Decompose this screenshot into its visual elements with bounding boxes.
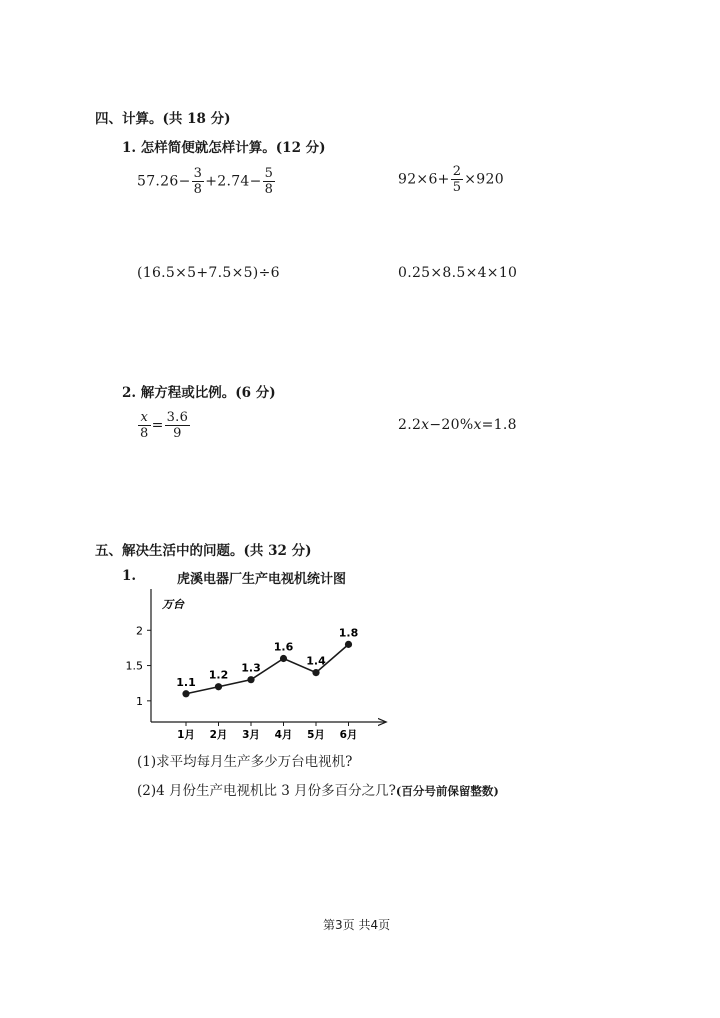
data-label: 1.1	[176, 675, 196, 689]
expr-part: 2.2	[398, 417, 422, 433]
data-point	[345, 641, 352, 648]
expression-2	[398, 164, 504, 195]
data-point	[215, 683, 222, 690]
expression-3: (16.5×5+7.5×5)÷6	[137, 265, 280, 281]
y-axis-unit-label: 万台	[162, 598, 184, 611]
page-footer: 第3页 共4页	[323, 918, 391, 932]
question-1-number: 1.	[122, 568, 137, 584]
numerator: 3.6	[166, 410, 189, 425]
data-label: 1.6	[273, 640, 294, 654]
expression-1	[137, 166, 276, 197]
denominator: 9	[173, 426, 182, 441]
denominator: 8	[193, 182, 203, 197]
data-label: 1.2	[208, 668, 229, 682]
question-2-title: 2. 解方程或比例。(6 分)	[122, 385, 276, 401]
question-1-title: 1. 怎样简便就怎样计算。(12 分)	[122, 140, 326, 156]
x-tick-label: 4月	[274, 729, 293, 741]
data-label: 1.3	[241, 661, 261, 675]
x-tick-label: 2月	[209, 729, 228, 741]
section-4-title: 四、计算。(共 18 分)	[95, 111, 231, 127]
fraction	[192, 166, 205, 197]
fraction	[138, 410, 151, 441]
fraction	[451, 164, 464, 195]
expr-part: −20%	[429, 417, 474, 433]
section-5-title: 五、解决生活中的问题。(共 32 分)	[95, 543, 312, 559]
equation-2	[398, 417, 517, 433]
denominator: 5	[452, 180, 462, 195]
numerator: x	[138, 410, 151, 426]
data-point	[280, 655, 287, 662]
y-tick-label: 2	[136, 624, 143, 638]
denominator: 8	[140, 426, 149, 441]
chart-title: 虎溪电器厂生产电视机统计图	[177, 572, 347, 587]
data-label: 1.4	[306, 654, 326, 668]
subquestion-2	[137, 779, 499, 799]
expr-part: +2.74−	[205, 173, 262, 190]
expr-part: =1.8	[481, 417, 517, 433]
data-label: 1.8	[338, 626, 359, 640]
y-tick-label: 1.5	[125, 659, 143, 673]
variable: x	[473, 417, 482, 433]
x-tick-label: 5月	[307, 729, 325, 741]
axis-ticks	[126, 624, 358, 741]
variable: x	[421, 417, 430, 433]
subquestion-1: (1)求平均每月生产多少万台电视机?	[137, 754, 353, 770]
line-chart	[110, 585, 400, 745]
x-tick-label: 6月	[339, 729, 358, 741]
expr-part: 57.26−	[137, 173, 191, 190]
x-tick-label: 1月	[177, 729, 195, 741]
numerator: 2	[452, 164, 462, 179]
data-points	[176, 626, 358, 697]
numerator: 5	[264, 166, 274, 181]
equation-1	[137, 410, 191, 441]
data-point	[182, 690, 189, 697]
y-tick-label: 1	[136, 694, 143, 708]
fraction	[165, 410, 191, 441]
numerator: 3	[193, 166, 203, 181]
equals-sign: =	[151, 417, 164, 434]
expr-part: ×920	[464, 171, 504, 188]
data-point	[312, 669, 319, 676]
subquestion-2-text: (2)4 月份生产电视机比 3 月份多百分之几?	[137, 783, 396, 799]
denominator: 8	[264, 182, 274, 197]
fraction	[263, 166, 276, 197]
expr-part: 92×6+	[398, 171, 450, 188]
data-point	[247, 676, 254, 683]
expression-4: 0.25×8.5×4×10	[398, 265, 518, 281]
subquestion-2-note: (百分号前保留整数)	[395, 784, 499, 798]
x-tick-label: 3月	[242, 729, 260, 741]
